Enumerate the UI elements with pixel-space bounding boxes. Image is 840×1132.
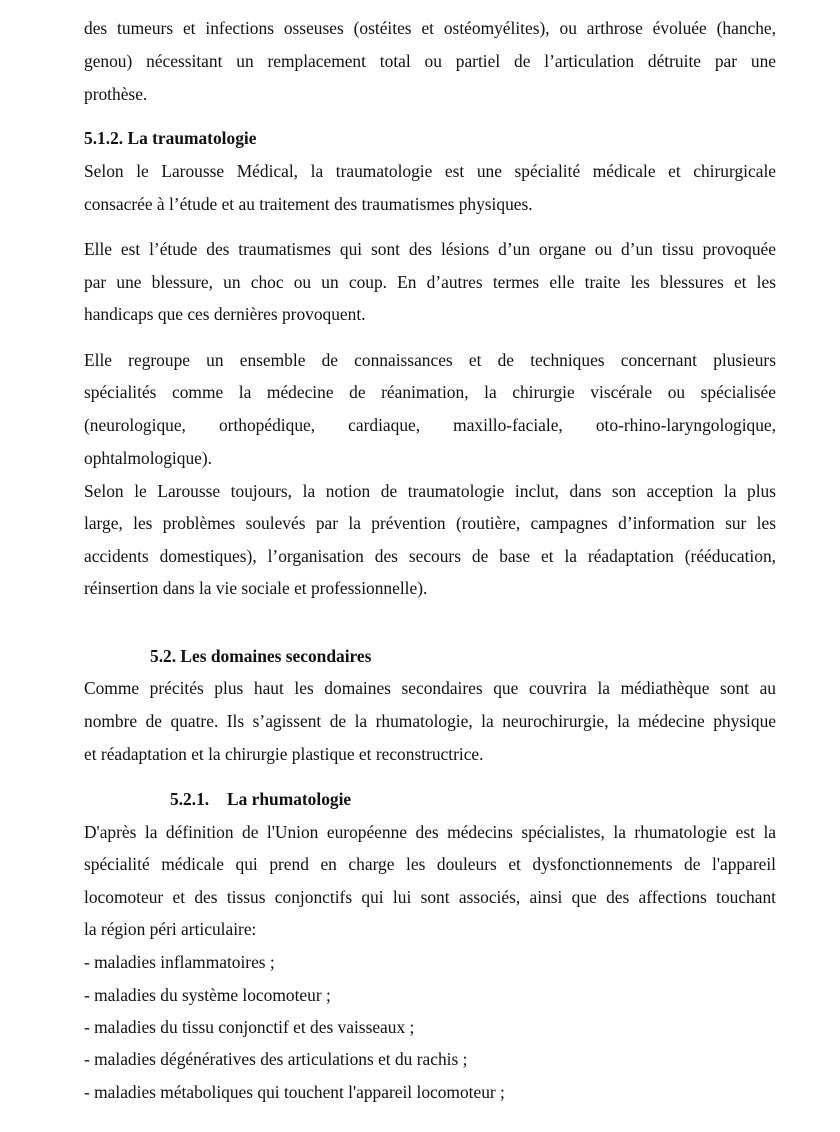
rhumato-para-line-1: D'après la définition de l'Union européenne des médecins spécialistes, la rhumatologie est la xyxy=(84,822,776,842)
rhumato-para-line-2: spécialité médicale qui prend en charge les douleurs et dysfonctionnements de l'appareil xyxy=(84,854,776,874)
trauma-para4-line-1: Selon le Larousse toujours, la notion de traumatologie inclut, dans son acception la plus xyxy=(84,481,776,501)
trauma-para2-line-2: par une blessure, un choc ou un coup. En d’autres termes elle traite les blessures et les xyxy=(84,272,776,292)
trauma-para3-line-4: ophtalmologique). xyxy=(84,448,212,468)
rhumato-para-line-3: locomoteur et des tissus conjonctifs qui lui sont associés, ainsi que des affections touchant xyxy=(84,887,776,907)
trauma-para3-line-3: (neurologique, orthopédique, cardiaque, maxillo-faciale, oto-rhino-laryngologique, xyxy=(84,415,776,435)
trauma-para2-line-1: Elle est l’étude des traumatismes qui sont des lésions d’un organe ou d’un tissu provoquée xyxy=(84,239,776,259)
domaines-para-line-1: Comme précités plus haut les domaines secondaires que couvrira la médiathèque sont au xyxy=(84,678,776,698)
trauma-para3-line-1: Elle regroupe un ensemble de connaissances et de techniques concernant plusieurs xyxy=(84,350,776,370)
rhumato-para-line-4: la région péri articulaire: xyxy=(84,919,257,939)
list-item: - maladies du système locomoteur ; xyxy=(84,985,331,1005)
trauma-para3-line-2: spécialités comme la médecine de réanimation, la chirurgie viscérale ou spécialisée xyxy=(84,382,776,402)
heading-rhumatologie-title: La rhumatologie xyxy=(227,789,352,809)
intro-line-3: prothèse. xyxy=(84,84,148,104)
domaines-para-line-2: nombre de quatre. Ils s’agissent de la rhumatologie, la neurochirurgie, la médecine physique xyxy=(84,711,776,731)
list-item: - maladies dégénératives des articulations et du rachis ; xyxy=(84,1049,468,1069)
heading-rhumatologie xyxy=(170,789,840,809)
trauma-para4-line-4: réinsertion dans la vie sociale et professionnelle). xyxy=(84,578,428,598)
domaines-para-line-3: et réadaptation et la chirurgie plastique et reconstructrice. xyxy=(84,744,484,764)
trauma-para4-line-3: accidents domestiques), l’organisation des secours de base et la réadaptation (rééducation, xyxy=(84,546,776,566)
list-item: - maladies métaboliques qui touchent l'appareil locomoteur ; xyxy=(84,1082,505,1102)
trauma-para4-line-2: large, les problèmes soulevés par la prévention (routière, campagnes d’information sur les xyxy=(84,513,776,533)
intro-line-1: des tumeurs et infections osseuses (ostéites et ostéomyélites), ou arthrose évoluée (hanche, xyxy=(84,18,776,38)
list-item: - maladies inflammatoires ; xyxy=(84,952,275,972)
intro-line-2: genou) nécessitant un remplacement total ou partiel de l’articulation détruite par une xyxy=(84,51,776,71)
trauma-para1-line-1: Selon le Larousse Médical, la traumatologie est une spécialité médicale et chirurgicale xyxy=(84,161,776,181)
list-item: - maladies du tissu conjonctif et des vaisseaux ; xyxy=(84,1017,415,1037)
heading-rhumatologie-number: 5.2.1. xyxy=(170,789,210,809)
heading-traumatologie: 5.1.2. La traumatologie xyxy=(84,128,257,148)
trauma-para1-line-2: consacrée à l’étude et au traitement des traumatismes physiques. xyxy=(84,194,533,214)
trauma-para2-line-3: handicaps que ces dernières provoquent. xyxy=(84,304,366,324)
heading-domaines-secondaires: 5.2. Les domaines secondaires xyxy=(150,646,372,666)
